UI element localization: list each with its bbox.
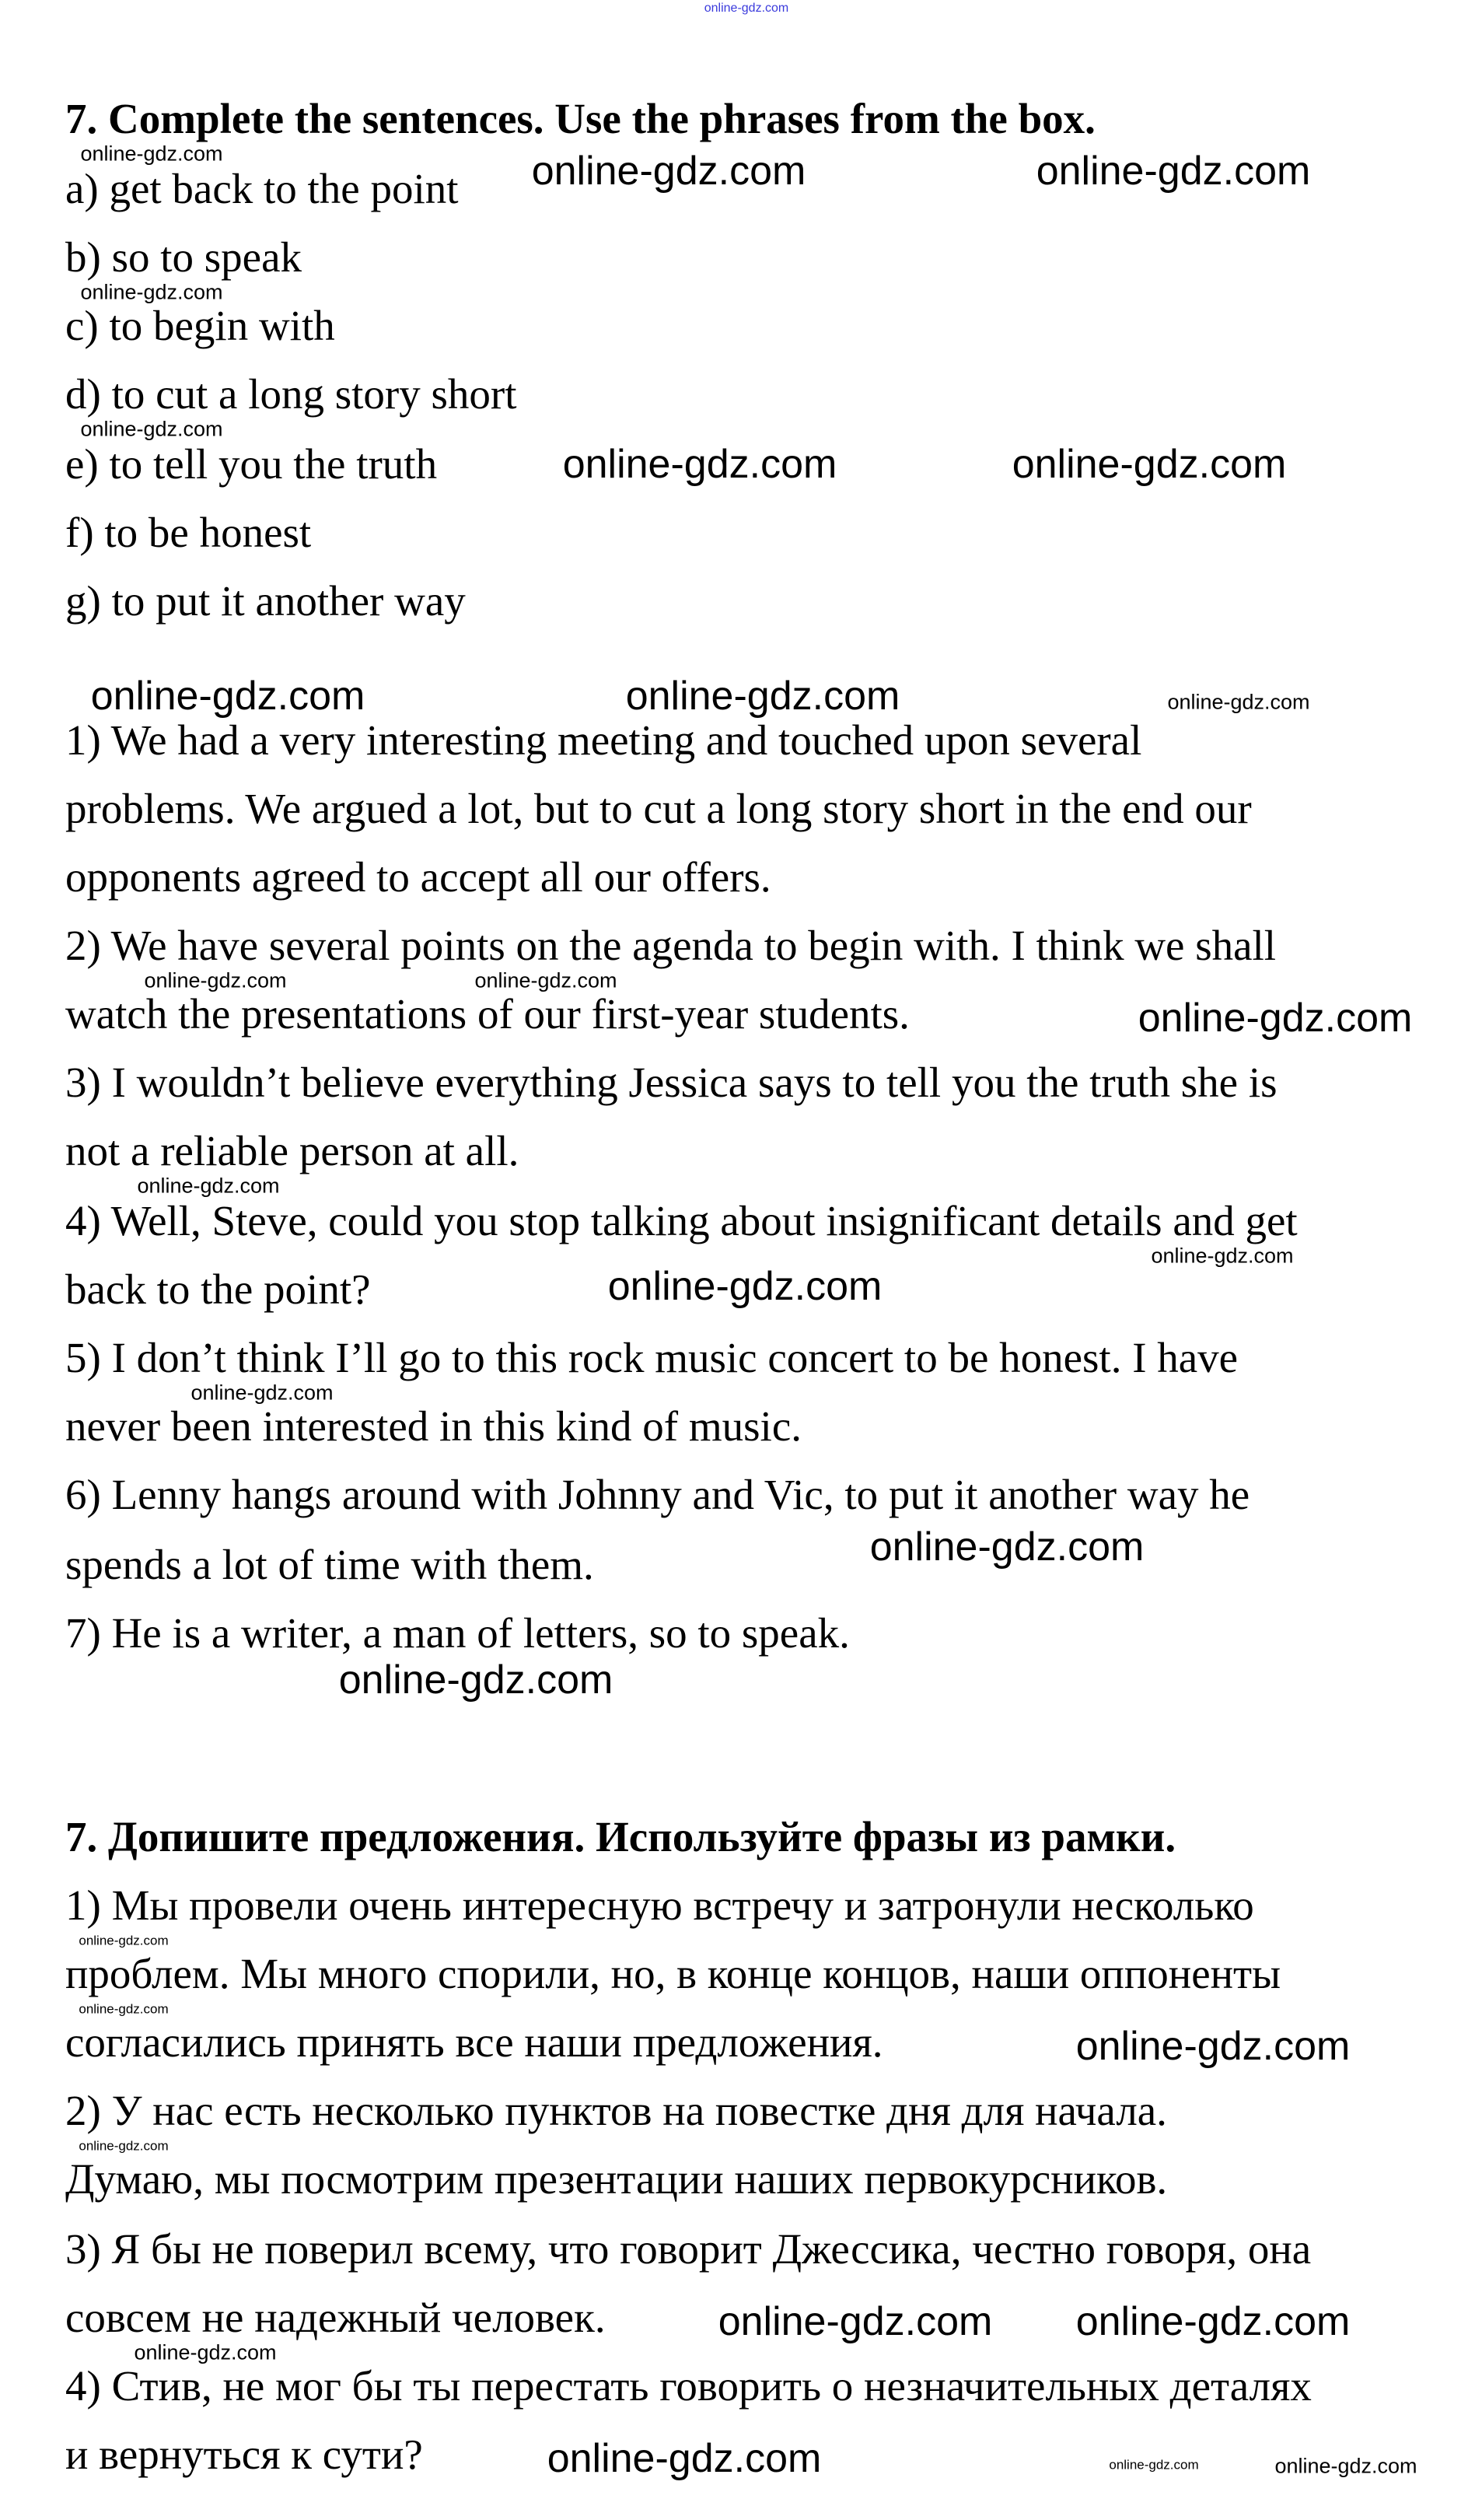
watermark: online-gdz.com (607, 1264, 883, 1309)
sentence-line: 5) I don’t think I’ll go to this rock music concert to be honest. I have (65, 1334, 1239, 1381)
phrase-option: f) to be honest (65, 509, 312, 556)
watermark: online-gdz.com (1151, 1244, 1294, 1268)
sentence-line: 7) He is a writer, a man of letters, so to speak. (65, 1609, 850, 1657)
sentence-line-ru: проблем. Мы много спорили, но, в конце концов, наши оппоненты (65, 1950, 1281, 1997)
watermark: online-gdz.com (338, 1657, 613, 1703)
watermark: online-gdz.com (137, 1174, 280, 1198)
watermark: online-gdz.com (1036, 149, 1311, 194)
sentence-line: 4) Well, Steve, could you stop talking about insignificant details and get (65, 1197, 1298, 1244)
watermark: online-gdz.com (562, 442, 837, 487)
phrase-option: c) to begin with (65, 302, 335, 349)
watermark: online-gdz.com (80, 280, 223, 304)
sentence-line: 2) We have several points on the agenda to begin with. I think we shall (65, 922, 1277, 969)
watermark: online-gdz.com (869, 1524, 1145, 1570)
watermark: online-gdz.com (79, 2138, 169, 2154)
sentence-line: back to the point? (65, 1265, 371, 1313)
exercise-heading-english: 7. Complete the sentences. Use the phrases from the box. (65, 95, 1096, 142)
phrase-option: g) to put it another way (65, 577, 466, 625)
watermark: online-gdz.com (1075, 2024, 1351, 2069)
sentence-line: not a reliable person at all. (65, 1127, 519, 1174)
sentence-line: 6) Lenny hangs around with Johnny and Vic, to put it another way he (65, 1471, 1250, 1518)
watermark: online-gdz.com (190, 1381, 334, 1405)
watermark: online-gdz.com (144, 968, 287, 992)
sentence-line: never been interested in this kind of music. (65, 1402, 802, 1450)
watermark: online-gdz.com (134, 2340, 277, 2364)
watermark: online-gdz.com (531, 149, 806, 194)
watermark: online-gdz.com (704, 2, 789, 15)
sentence-line-ru: совсем не надежный человек. (65, 2294, 606, 2341)
watermark: online-gdz.com (79, 2001, 169, 2017)
sentence-line-ru: согласились принять все наши предложения. (65, 2018, 883, 2066)
sentence-line-ru: 1) Мы провели очень интересную встречу и затронули несколько (65, 1881, 1254, 1929)
watermark: online-gdz.com (90, 674, 365, 719)
sentence-line: opponents agreed to accept all our offers. (65, 853, 771, 901)
sentence-line: 3) I wouldn’t believe everything Jessica says to tell you the truth she is (65, 1059, 1278, 1106)
sentence-line-ru: 4) Стив, не мог бы ты перестать говорить о незначительных деталях (65, 2362, 1312, 2410)
phrase-option: a) get back to the point (65, 165, 459, 212)
sentence-line: problems. We argued a lot, but to cut a long story short in the end our (65, 785, 1252, 832)
watermark: online-gdz.com (80, 142, 223, 166)
watermark: online-gdz.com (1167, 690, 1310, 714)
exercise-heading-russian: 7. Допишите предложения. Используйте фразы из рамки. (65, 1813, 1176, 1860)
sentence-line: 1) We had a very interesting meeting and touched upon several (65, 716, 1142, 764)
watermark: online-gdz.com (547, 2436, 822, 2481)
watermark: online-gdz.com (718, 2299, 993, 2344)
watermark: online-gdz.com (1075, 2299, 1351, 2344)
sentence-line: watch the presentations of our first-year students. (65, 990, 910, 1038)
phrase-option: b) so to speak (65, 233, 302, 281)
watermark: online-gdz.com (1138, 996, 1413, 1041)
sentence-line-ru: Думаю, мы посмотрим презентации наших первокурсников. (65, 2155, 1168, 2203)
sentence-line-ru: 3) Я бы не поверил всему, что говорит Джессика, честно говоря, она (65, 2225, 1312, 2273)
phrase-option: d) to cut a long story short (65, 370, 517, 418)
phrase-option: e) to tell you the truth (65, 440, 438, 488)
sentence-line: spends a lot of time with them. (65, 1541, 594, 1588)
watermark: online-gdz.com (79, 1933, 169, 1948)
watermark: online-gdz.com (1012, 442, 1287, 487)
sentence-line-ru: 2) У нас есть несколько пунктов на повестке дня для начала. (65, 2087, 1167, 2134)
sentence-line-ru: и вернуться к сути? (65, 2431, 423, 2478)
watermark: online-gdz.com (1109, 2457, 1199, 2473)
watermark: online-gdz.com (1274, 2454, 1417, 2478)
watermark: online-gdz.com (474, 968, 617, 992)
watermark: online-gdz.com (80, 417, 223, 441)
watermark: online-gdz.com (625, 674, 900, 719)
